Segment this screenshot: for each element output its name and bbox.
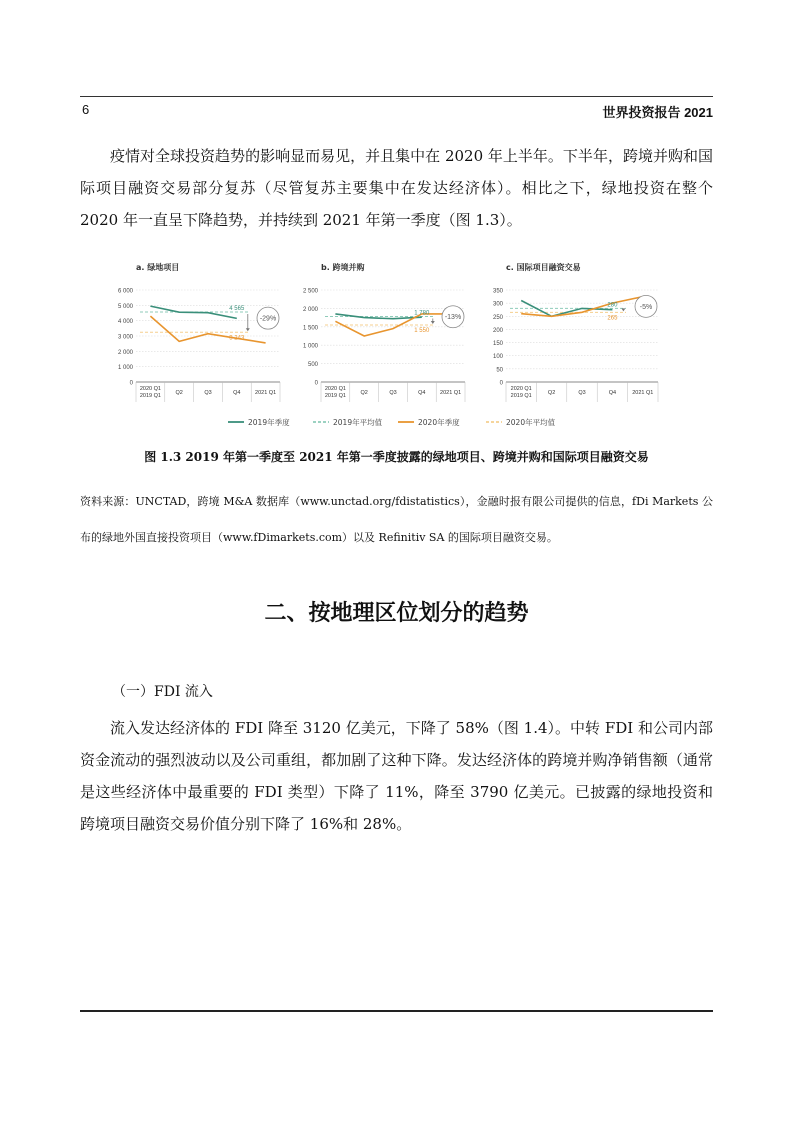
chart-b-xtick-label: 2019 Q1 [324, 393, 346, 399]
chart-c-avg-2020-label: 265 [607, 315, 618, 322]
chart-b-title: b. 跨境并购 [321, 263, 365, 272]
chart-a-ytick-label: 0 [129, 380, 133, 387]
figure-source: 资料来源：UNCTAD，跨境 M&A 数据库（www.unctad.org/fdistatistics），金融时报有限公司提供的信息，fDi Markets 公布的绿地外国直接投资项目（www.fDimarkets.com）以及 Refinitiv SA 的国际项目融资交易。 [80, 495, 713, 544]
paragraph-fdi-inflows: 流入发达经济体的 FDI 降至 3120 亿美元，下降了 58%（图 1.4）。中转 FDI 和公司内部资金流动的强烈波动以及公司重组，都加剧了这种下降。发达经济体的跨境并购净销售额（通常是这些经济体中最重要的 FDI 类型）下降了 11%，降至 3790 亿美元。已披露的绿地投资和跨境项目融资交易价值分别下降了 16%和 28%。 [80, 719, 713, 833]
chart-c-ytick-label: 0 [499, 380, 503, 387]
chart-c-ytick-label: 350 [492, 288, 503, 295]
chart-b-ytick-label: 0 [314, 380, 318, 387]
chart-a-xtick-label: Q3 [204, 390, 212, 396]
chart-b-ytick-label: 2 000 [302, 306, 318, 313]
chart-c-avg-2019-label: 280 [607, 302, 618, 309]
chart-c-series-2020 [521, 297, 643, 317]
chart-a-ytick-label: 4 000 [117, 319, 133, 326]
chart-a-change-value: -29% [259, 315, 277, 323]
chart-c-ytick-label: 300 [492, 301, 503, 308]
chart-b-avg-2019-label: 1 780 [414, 310, 430, 317]
chart-c-change-value: -5% [639, 303, 653, 311]
chart-a-ytick-label: 5 000 [117, 303, 133, 310]
chart-a-avg-2019-label: 4 565 [229, 306, 245, 313]
chart-a-xtick-label: 2019 Q1 [139, 393, 161, 399]
figure-charts [108, 258, 683, 433]
bottom-rule [80, 1010, 713, 1012]
chart-c-xtick-label: 2019 Q1 [510, 393, 532, 399]
legend-label: 2020年平均值 [506, 418, 556, 427]
chart-a-ytick-label: 1 000 [117, 365, 133, 372]
chart-a-ytick-label: 2 000 [117, 349, 133, 356]
legend-label: 2019年平均值 [333, 418, 383, 427]
page-header [80, 96, 713, 119]
chart-c-xtick-label: 2020 Q1 [510, 386, 532, 392]
chart-b-xtick-label: Q4 [418, 390, 426, 396]
chart-a-title: a. 绿地项目 [136, 263, 180, 272]
chart-b-xtick-label: 2020 Q1 [324, 386, 346, 392]
chart-b-change-value: -13% [444, 314, 462, 322]
report-title: 世界投资报告 2021 [602, 105, 713, 120]
chart-b-ytick-label: 500 [307, 362, 318, 369]
figure-1-3 [108, 258, 683, 433]
chart-b-avg-2020-label: 1 550 [414, 327, 430, 334]
legend-label: 2019年季度 [248, 418, 290, 427]
page-number: 6 [82, 102, 90, 117]
chart-b-xtick-label: 2021 Q1 [440, 390, 462, 396]
chart-c-ytick-label: 150 [492, 341, 503, 348]
chart-c-xtick-label: Q2 [547, 390, 556, 396]
chart-b-series-2019 [335, 314, 421, 319]
chart-a-xtick-label: Q4 [233, 390, 241, 396]
paragraph-intro: 疫情对全球投资趋势的影响显而易见，并且集中在 2020 年上半年。下半年，跨境并购和国际项目融资交易部分复苏（尽管复苏主要集中在发达经济体）。相比之下，绿地投资在整个 2020 年一直呈下降趋势，并持续到 2021 年第一季度（图 1.3）。 [80, 147, 713, 229]
chart-c-ytick-label: 250 [492, 314, 503, 321]
chart-a-avg-2020-label: 3 243 [229, 335, 245, 342]
chart-a-xtick-label: 2021 Q1 [255, 390, 277, 396]
chart-a-ytick-label: 3 000 [117, 334, 133, 341]
figure-caption: 图 1.3 2019 年第一季度至 2021 年第一季度披露的绿地项目、跨境并购和国际项目融资交易 [144, 450, 649, 464]
chart-b-ytick-label: 2 500 [302, 288, 318, 295]
legend-label: 2020年季度 [418, 418, 460, 427]
subsection-heading: （一）FDI 流入 [112, 684, 213, 700]
chart-b-change-arrowhead [431, 321, 435, 324]
chart-b-ytick-label: 1 500 [302, 325, 318, 332]
chart-c-xtick-label: Q3 [578, 390, 586, 396]
chart-b-xtick-label: Q2 [360, 390, 368, 396]
chart-b-xtick-label: Q3 [389, 390, 397, 396]
chart-c-xtick-label: Q4 [608, 390, 617, 396]
chart-c-change-arrowhead [621, 308, 625, 311]
chart-c-title: c. 国际项目融资交易 [506, 263, 581, 272]
chart-a-xtick-label: 2020 Q1 [139, 386, 161, 392]
chart-c-xtick-label: 2021 Q1 [632, 390, 654, 396]
chart-a-change-arrowhead [246, 328, 250, 331]
chart-c-ytick-label: 200 [492, 327, 503, 334]
chart-a-ytick-label: 6 000 [117, 288, 133, 295]
section-heading: 二、按地理区位划分的趋势 [264, 601, 529, 626]
chart-c-ytick-label: 50 [496, 367, 503, 374]
chart-a-series-2019 [150, 306, 236, 318]
chart-c-ytick-label: 100 [492, 354, 503, 361]
chart-b-ytick-label: 1 000 [302, 343, 318, 350]
chart-a-xtick-label: Q2 [175, 390, 183, 396]
